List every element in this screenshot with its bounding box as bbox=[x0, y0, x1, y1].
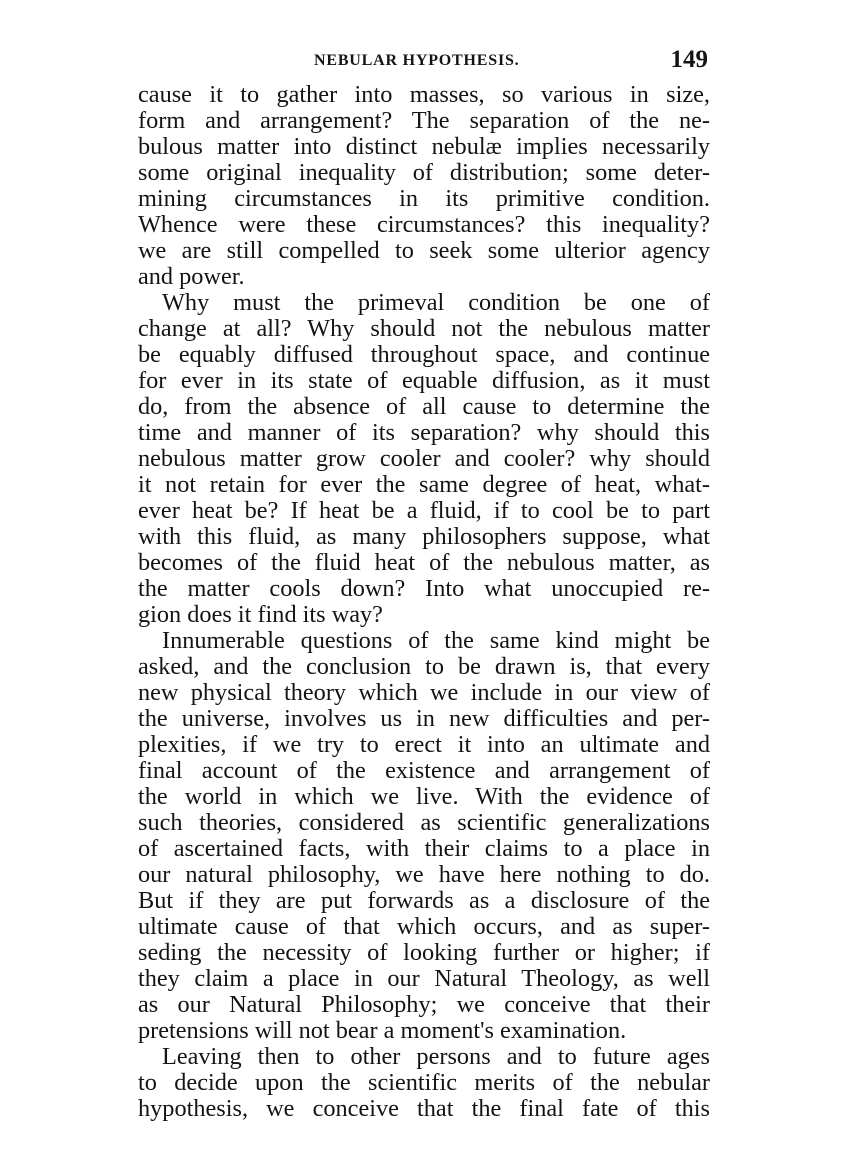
page-number: 149 bbox=[670, 46, 708, 73]
text-line: some original inequality of distribution; some deter- bbox=[138, 159, 710, 186]
text-line: the world in which we live. With the evidence of bbox=[138, 783, 710, 810]
text-line: Why must the primeval condition be one of bbox=[162, 289, 710, 316]
text-line: mining circumstances in its primitive condition. bbox=[138, 185, 710, 212]
text-line: to decide upon the scientific merits of the nebular bbox=[138, 1069, 710, 1096]
text-line: becomes of the fluid heat of the nebulous matter, as bbox=[138, 549, 710, 576]
text-line: the universe, involves us in new difficulties and per- bbox=[138, 705, 710, 732]
text-line: nebulous matter grow cooler and cooler? why should bbox=[138, 445, 710, 472]
body-text bbox=[138, 82, 710, 1122]
text-line: it not retain for ever the same degree of heat, what- bbox=[138, 471, 710, 498]
text-line: we are still compelled to seek some ulterior agency bbox=[138, 237, 710, 264]
text-line: and power. bbox=[138, 263, 245, 290]
text-line: cause it to gather into masses, so various in size, bbox=[138, 81, 710, 108]
text-line: bulous matter into distinct nebulæ implies necessarily bbox=[138, 133, 710, 160]
text-line: gion does it find its way? bbox=[138, 601, 383, 628]
text-line: change at all? Why should not the nebulous matter bbox=[138, 315, 710, 342]
running-title: NEBULAR HYPOTHESIS. bbox=[314, 52, 520, 69]
text-line: do, from the absence of all cause to determine the bbox=[138, 393, 710, 420]
text-line: seding the necessity of looking further or higher; if bbox=[138, 939, 710, 966]
text-line: time and manner of its separation? why should this bbox=[138, 419, 710, 446]
text-line: with this fluid, as many philosophers suppose, what bbox=[138, 523, 710, 550]
text-line: of ascertained facts, with their claims to a place in bbox=[138, 835, 710, 862]
text-line: be equably diffused throughout space, and continue bbox=[138, 341, 710, 368]
text-line: the matter cools down? Into what unoccupied re- bbox=[138, 575, 710, 602]
text-line: form and arrangement? The separation of the ne- bbox=[138, 107, 710, 134]
text-line: But if they are put forwards as a disclosure of the bbox=[138, 887, 710, 914]
text-line: asked, and the conclusion to be drawn is, that every bbox=[138, 653, 710, 680]
text-line: as our Natural Philosophy; we conceive that their bbox=[138, 991, 710, 1018]
text-line: new physical theory which we include in our view of bbox=[138, 679, 710, 706]
text-line: hypothesis, we conceive that the final fate of this bbox=[138, 1095, 710, 1122]
text-line: Leaving then to other persons and to future ages bbox=[162, 1043, 710, 1070]
text-line: ever heat be? If heat be a fluid, if to cool be to part bbox=[138, 497, 710, 524]
text-line: our natural philosophy, we have here nothing to do. bbox=[138, 861, 710, 888]
text-line: Innumerable questions of the same kind might be bbox=[162, 627, 710, 654]
text-line: pretensions will not bear a moment's examination. bbox=[138, 1017, 627, 1044]
running-head bbox=[138, 48, 710, 76]
text-line: final account of the existence and arrangement of bbox=[138, 757, 710, 784]
text-line: they claim a place in our Natural Theology, as well bbox=[138, 965, 710, 992]
text-line: ultimate cause of that which occurs, and as super- bbox=[138, 913, 710, 940]
text-line: plexities, if we try to erect it into an ultimate and bbox=[138, 731, 710, 758]
text-line: Whence were these circumstances? this inequality? bbox=[138, 211, 710, 238]
text-line: such theories, considered as scientific generalizations bbox=[138, 809, 710, 836]
text-line: for ever in its state of equable diffusion, as it must bbox=[138, 367, 710, 394]
